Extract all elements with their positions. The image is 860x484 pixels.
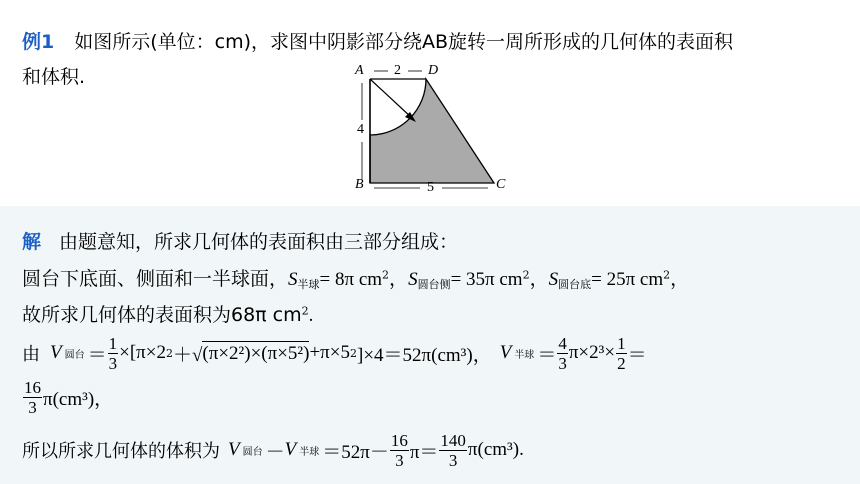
volume-line-cont [22,377,113,417]
v-half-sphere-result: π(cm³)， [43,388,114,410]
point-b-label: B [355,177,364,192]
problem-line1 [22,27,733,54]
solution-label: 解 [22,231,42,253]
point-c-label: C [496,177,506,192]
v-half-sphere-expr: π×2³× [568,342,616,363]
surface-total-text: 故所求几何体的表面积为68π cm [22,304,302,326]
s-half-sphere-value: = 8π cm [319,269,383,290]
bottom-length-label: 5 [427,180,434,195]
s-half-sphere-sub: 半球 [297,278,320,291]
fraction-one-half: $\frac{1}{2}$ [617,333,626,373]
v-frustum-root: (π×2²)×(π×5²) [202,343,310,364]
surface-parts-text: 圆台下底面、侧面和一半球面， [22,268,289,290]
s-frustum-side-value: = 35π cm [450,269,523,290]
s-frustum-base-value: = 25π cm [591,269,664,290]
v-half-sphere-sub: 半球 [514,349,535,361]
fraction-four-thirds: $\frac{4}{3}$ [558,333,567,373]
volume-prefix: 由 [22,344,40,365]
v-frustum-sub: 圆台 [64,349,85,361]
problem-label: 例1 [22,31,55,53]
volume-line: 由 V 圆台 ＝ $\frac{1}{3}$ × [π×2 2 ＋√ (π×2²)×(π×5²) +π×5 2 ]×4＝52π(cm³)， V 半球 ＝ $\frac{4}{3}$ π×2³× $\frac{1}{2}$ ＝ [22,333,647,373]
problem-text: 如图所示(单位：cm)，求图中阴影部分绕AB旋转一周所形成的几何体的表面积 [74,31,734,53]
solution-line3: 故所求几何体的表面积为68π $cm^2$. [22,304,314,326]
top-length-label: 2 [394,63,401,78]
point-d-label: D [428,63,439,78]
fraction-one-third: $\frac{1}{3}$ [108,333,118,373]
final-volume-prefix: 所以所求几何体的体积为 [22,441,220,462]
s-frustum-base-sub: 圆台底 [558,278,592,291]
final-v-frustum-sub: 圆台 [242,446,263,458]
shaded-region [370,79,494,183]
left-length-label: 4 [357,122,364,137]
final-v-half-sphere-sub: 半球 [299,446,320,458]
v-frustum-expr-c: ]×4＝52π(cm³)， [357,344,492,366]
point-a-label: A [355,63,364,78]
s-frustum-side-sub: 圆台侧 [417,278,451,291]
solution-intro: 由题意知，所求几何体的表面积由三部分组成： [59,231,459,253]
final-expr-b: π＝ [409,441,439,463]
v-frustum-expr-a: [π×2 [129,342,166,363]
problem-line2: 和体积. [22,66,86,88]
solution-line2: 圆台下底面、侧面和一半球面，$S_{半球}= 8\pi$ $cm^2$，$S_{圆台侧}= 35\pi$ $cm^2$，$S_{圆台底}= 25\pi$ $cm^2$， [22,268,690,291]
v-frustum-expr-b: +π×5 [309,342,350,363]
final-expr-c: π(cm³). [467,439,524,460]
final-volume-line: 所以所求几何体的体积为 V 圆台 － V 半球 ＝52π－ $\frac{16}{3}$ π＝ $\frac{140}{3}$ π(cm³). [22,430,524,470]
fraction-140-3: $\frac{140}{3}$ [440,430,466,470]
fraction-16-3: $\frac{16}{3}$ [24,377,41,417]
final-fraction-16-3: $\frac{16}{3}$ [390,430,408,470]
solution-line1 [22,227,458,254]
final-expr-a: ＝52π－ [322,441,389,463]
